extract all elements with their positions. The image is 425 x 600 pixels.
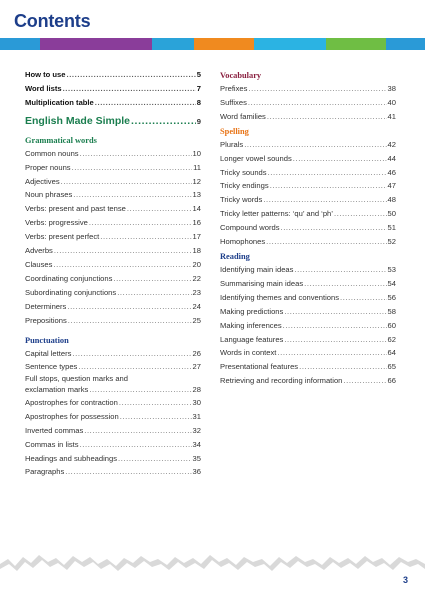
entry-page: 64 (387, 348, 396, 358)
toc-entry[interactable] (25, 147, 201, 161)
entry-title: Apostrophes for possession (25, 411, 119, 421)
leader-dots (283, 319, 387, 333)
entry-page: 36 (192, 467, 201, 477)
entry-title: Prepositions (25, 315, 67, 325)
toc-entry[interactable] (25, 161, 201, 175)
entry-page: 38 (387, 84, 396, 93)
leader-dots (294, 263, 386, 277)
leader-dots (284, 333, 386, 347)
toc-entry[interactable] (220, 346, 396, 360)
leader-dots (266, 235, 386, 249)
toc-entry[interactable] (25, 465, 201, 479)
toc-entry[interactable] (25, 347, 201, 361)
leader-dots (65, 465, 191, 479)
toc-entry[interactable] (220, 207, 396, 221)
color-bands (0, 38, 425, 50)
entry-page: 48 (387, 195, 396, 205)
toc-entry[interactable] (220, 179, 396, 193)
toc-entry[interactable] (220, 305, 396, 319)
toc-entry[interactable] (25, 244, 201, 258)
entry-page: 20 (192, 259, 201, 269)
entry-title: Compound words (220, 223, 280, 233)
leader-dots (89, 216, 192, 230)
toc-entry[interactable] (25, 452, 201, 466)
leader-dots (277, 346, 386, 360)
section-heading-punctuation: Punctuation (25, 335, 69, 345)
leader-dots (53, 258, 191, 272)
toc-entry[interactable] (220, 263, 396, 277)
toc-entry[interactable] (25, 175, 201, 189)
section-heading-grammatical: Grammatical words (25, 135, 97, 145)
entry-page: 11 (193, 162, 201, 172)
entry-title: Retrieving and recording information (220, 376, 343, 386)
entry-page: 31 (192, 411, 201, 421)
entry-title: Coordinating conjunctions (25, 273, 113, 283)
section-heading-vocabulary: Vocabulary (220, 71, 262, 80)
toc-entry[interactable] (220, 82, 396, 96)
entry-page: 66 (387, 376, 396, 386)
page-title: Contents (14, 11, 91, 31)
toc-entry[interactable] (25, 216, 201, 230)
entry-title: Making inferences (220, 320, 282, 330)
entry-title: Suffixes (220, 97, 247, 107)
leader-dots (67, 68, 196, 82)
leader-dots (78, 360, 191, 374)
leader-dots (89, 385, 191, 396)
leader-dots (73, 188, 191, 202)
entry-page: 51 (387, 223, 396, 233)
toc-entry[interactable] (25, 272, 201, 286)
reading-list (220, 263, 396, 388)
leader-dots (113, 272, 191, 286)
entry-title: Tricky letter patterns: ‘qu’ and ‘ph’ (220, 209, 333, 219)
entry-page: 46 (387, 167, 396, 177)
toc-entry[interactable] (25, 360, 201, 374)
toc-entry[interactable] (220, 96, 396, 110)
section-heading-spelling: Spelling (220, 126, 249, 136)
entry-title: Tricky sounds (220, 167, 267, 177)
toc-entry[interactable] (220, 235, 396, 249)
leader-dots (127, 202, 192, 216)
grammatical-list (25, 147, 201, 328)
entry-title: Headings and subheadings (25, 453, 118, 463)
leader-dots (268, 166, 387, 180)
entry-page: 54 (387, 278, 396, 288)
entry-page: 13 (192, 190, 201, 200)
entry-title: Plurals (220, 139, 244, 149)
toc-entry[interactable] (220, 277, 396, 291)
contents-column-right (220, 68, 396, 388)
leader-dots (61, 175, 192, 189)
leader-dots (68, 314, 192, 328)
entry-page: 41 (387, 111, 396, 121)
entry-page: 34 (192, 439, 201, 449)
leader-dots (72, 347, 191, 361)
entry-title: Summarising main ideas (220, 278, 304, 288)
entry-page: 44 (387, 153, 396, 163)
toc-entry[interactable] (25, 314, 201, 328)
entry-page: 65 (387, 362, 396, 372)
leader-dots (120, 410, 192, 424)
entry-title: Capital letters (25, 348, 72, 358)
toc-entry[interactable] (25, 438, 201, 452)
leader-dots (340, 291, 387, 305)
toc-entry[interactable] (220, 374, 396, 388)
color-band (0, 38, 40, 50)
leader-dots (248, 96, 387, 110)
leader-dots (304, 277, 386, 291)
entry-page: 53 (387, 264, 396, 274)
entry-page: 9 (196, 116, 201, 126)
color-band (152, 38, 194, 50)
entry-title: Multiplication table (25, 97, 94, 107)
section-heading-reading: Reading (220, 251, 250, 261)
entry-page: 47 (387, 181, 396, 191)
entry-page: 10 (192, 148, 201, 158)
entry-page: 28 (192, 385, 201, 395)
toc-entry[interactable] (25, 410, 201, 424)
toc-entry[interactable] (220, 166, 396, 180)
toc-entry[interactable] (220, 110, 396, 124)
entry-title: Word families (220, 111, 266, 121)
entry-title: Word lists (25, 83, 62, 93)
leader-dots (281, 221, 387, 235)
torn-paper-edge (0, 540, 425, 600)
entry-page: 7 (196, 83, 201, 93)
entry-title: Homophones (220, 237, 266, 247)
entry-page: 50 (387, 209, 396, 219)
leader-dots (284, 305, 386, 319)
entry-page: 8 (196, 97, 201, 107)
page-number: 3 (402, 575, 408, 585)
vocabulary-list (220, 82, 396, 124)
color-band (386, 38, 425, 50)
leader-dots (84, 424, 191, 438)
entry-page: 32 (192, 425, 201, 435)
feature-entry[interactable] (25, 110, 201, 133)
entry-title: Adjectives (25, 176, 60, 186)
toc-entry[interactable] (220, 291, 396, 305)
leader-dots (131, 110, 196, 132)
entry-title: Adverbs (25, 246, 53, 256)
entry-page: 25 (192, 315, 201, 325)
toc-entry[interactable] (25, 396, 201, 410)
leader-dots (267, 110, 387, 124)
entry-page: 12 (192, 176, 201, 186)
entry-title: Inverted commas (25, 425, 84, 435)
toc-entry[interactable] (25, 374, 201, 396)
entry-page: 5 (196, 70, 201, 79)
toc-entry[interactable] (220, 138, 396, 152)
leader-dots (54, 244, 192, 258)
toc-entry[interactable] (25, 188, 201, 202)
leader-dots (80, 147, 192, 161)
entry-page: 27 (192, 362, 201, 372)
leader-dots (299, 360, 386, 374)
punctuation-list (25, 347, 201, 480)
entry-page: 17 (192, 232, 201, 242)
leader-dots (244, 138, 386, 152)
toc-entry[interactable] (220, 333, 396, 347)
color-band (194, 38, 254, 50)
leader-dots (118, 452, 192, 466)
entry-title: Tricky words (220, 195, 263, 205)
leader-dots (95, 96, 196, 110)
entry-title: Subordinating conjunctions (25, 287, 117, 297)
entry-title: Apostrophes for contraction (25, 397, 118, 407)
intro-list (25, 68, 201, 110)
leader-dots (100, 230, 191, 244)
entry-title: Identifying main ideas (220, 264, 294, 274)
entry-title: Verbs: present and past tense (25, 204, 126, 214)
color-band (326, 38, 386, 50)
leader-dots (343, 374, 386, 388)
toc-entry[interactable] (220, 360, 396, 374)
entry-page: 40 (387, 97, 396, 107)
toc-entry[interactable] (25, 258, 201, 272)
toc-entry[interactable] (25, 424, 201, 438)
contents-column-left (25, 68, 201, 479)
entry-title: Language features (220, 334, 284, 344)
toc-entry[interactable] (25, 202, 201, 216)
entry-title: Determiners (25, 301, 67, 311)
entry-title: Proper nouns (25, 162, 71, 172)
toc-entry[interactable] (25, 300, 201, 314)
entry-title: Presentational features (220, 362, 299, 372)
entry-page: 26 (192, 348, 201, 358)
entry-page: 24 (192, 301, 201, 311)
entry-title: Making predictions (220, 306, 284, 316)
toc-entry[interactable] (25, 286, 201, 300)
leader-dots (80, 438, 192, 452)
entry-title: Common nouns (25, 148, 79, 158)
toc-entry[interactable] (25, 230, 201, 244)
entry-title: Full stops, question marks and (25, 374, 128, 384)
entry-title: Identifying themes and conventions (220, 292, 340, 302)
leader-dots (263, 193, 386, 207)
color-band (254, 38, 326, 50)
toc-entry[interactable] (25, 96, 201, 110)
toc-entry[interactable] (220, 193, 396, 207)
leader-dots (67, 300, 191, 314)
entry-title: English Made Simple (25, 114, 131, 127)
toc-entry[interactable] (25, 82, 201, 96)
leader-dots (270, 179, 387, 193)
entry-page: 18 (192, 246, 201, 256)
leader-dots (334, 207, 387, 221)
entry-title: Noun phrases (25, 190, 73, 200)
leader-dots (117, 286, 191, 300)
color-band (40, 38, 152, 50)
entry-title: How to use (25, 70, 66, 79)
entry-page: 62 (387, 334, 396, 344)
entry-page: 16 (192, 218, 201, 228)
entry-page: 23 (192, 287, 201, 297)
entry-title: Tricky endings (220, 181, 269, 191)
entry-page: 14 (192, 204, 201, 214)
entry-page: 60 (387, 320, 396, 330)
entry-title: Prefixes (220, 84, 248, 93)
entry-title: Words in context (220, 348, 277, 358)
leader-dots (248, 82, 386, 96)
entry-page: 42 (387, 139, 396, 149)
entry-title: Sentence types (25, 362, 78, 372)
entry-page: 56 (387, 292, 396, 302)
toc-entry[interactable] (220, 221, 396, 235)
entry-title: Commas in lists (25, 439, 79, 449)
toc-entry[interactable] (220, 152, 396, 166)
entry-title: Verbs: progressive (25, 218, 88, 228)
entry-title: Longer vowel sounds (220, 153, 292, 163)
leader-dots (293, 152, 387, 166)
leader-dots (119, 396, 192, 410)
entry-title: Verbs: present perfect (25, 232, 100, 242)
entry-page: 22 (192, 273, 201, 283)
entry-page: 52 (387, 237, 396, 247)
entry-title: Clauses (25, 259, 53, 269)
entry-page: 30 (192, 397, 201, 407)
leader-dots (63, 82, 196, 96)
entry-page: 35 (192, 453, 201, 463)
entry-page: 58 (387, 306, 396, 316)
entry-title-continued: exclamation marks (25, 385, 89, 395)
toc-entry[interactable] (25, 68, 201, 82)
leader-dots (72, 161, 193, 175)
toc-entry[interactable] (220, 319, 396, 333)
entry-title: Paragraphs (25, 467, 65, 477)
spelling-list (220, 138, 396, 249)
